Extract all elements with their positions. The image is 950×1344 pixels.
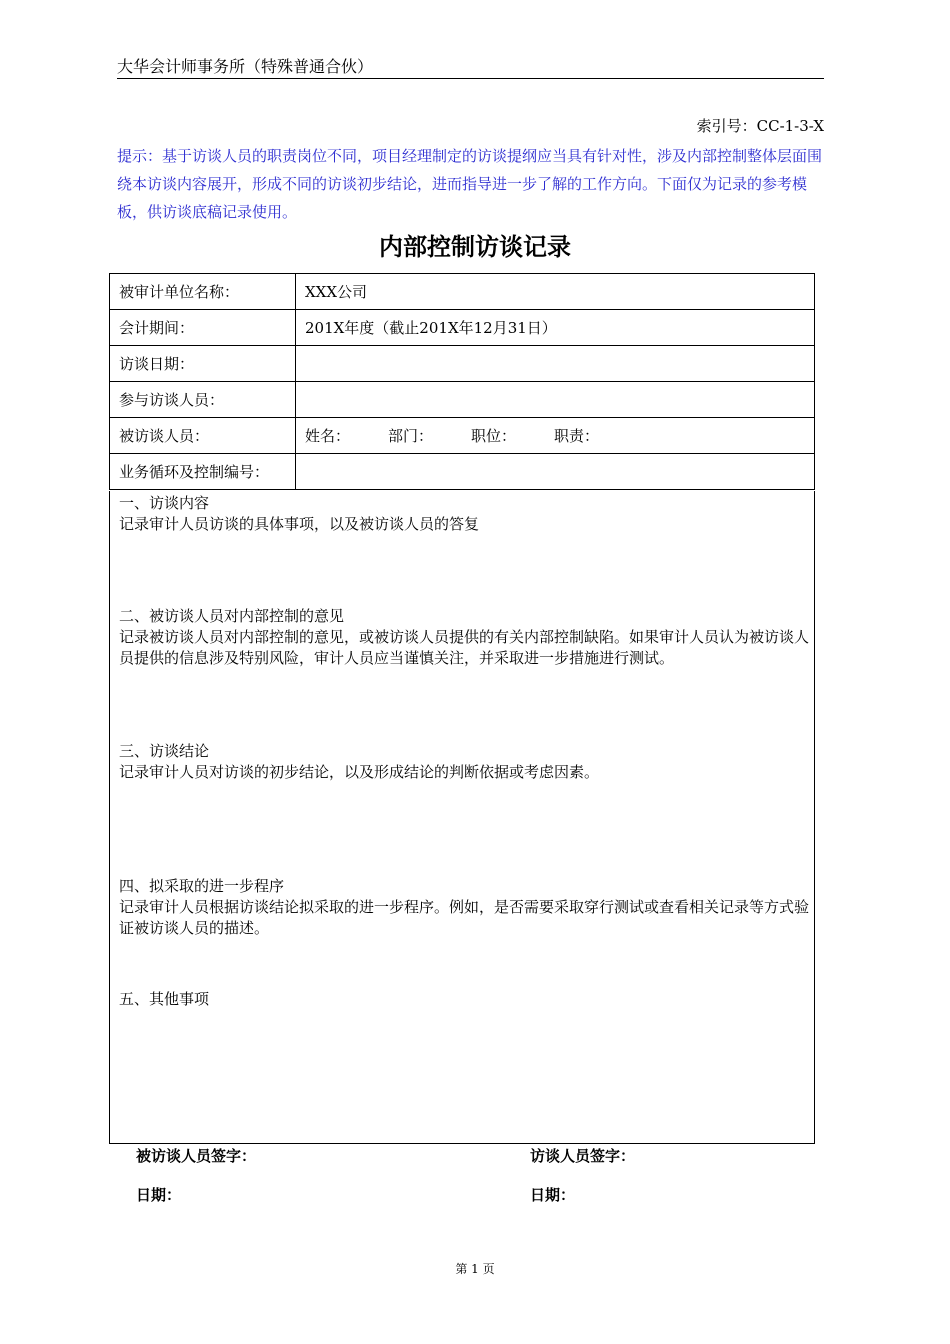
- info-row-business-cycle: [110, 454, 815, 490]
- info-label: 参与访谈人员：: [110, 382, 296, 418]
- info-value: 201X年度（截止201X年12月31日）: [296, 310, 815, 346]
- info-value: XXX公司: [296, 274, 815, 310]
- info-row-participants: [110, 382, 815, 418]
- section-interview-conclusion: [119, 741, 809, 783]
- document-title: 内部控制访谈记录: [379, 233, 571, 261]
- info-table: [109, 273, 815, 490]
- section-heading: 五、其他事项: [119, 990, 210, 1008]
- section-interviewee-opinion: [119, 606, 809, 669]
- section-heading: 四、拟采取的进一步程序: [119, 877, 285, 895]
- info-row-interview-date: [110, 346, 815, 382]
- info-label: 被访谈人员：: [110, 418, 296, 454]
- info-row-accounting-period: [110, 310, 815, 346]
- section-further-procedures: [119, 876, 809, 939]
- section-body: 记录审计人员对访谈的初步结论，以及形成结论的判断依据或考虑因素。: [119, 763, 600, 781]
- info-value: [296, 346, 815, 382]
- field-duty: 职责：: [554, 427, 600, 445]
- interviewee-date-label: 日期：: [136, 1186, 182, 1204]
- section-body: 记录审计人员根据访谈结论拟采取的进一步程序。例如，是否需要采取穿行测试或查看相关记录等方式验证被访谈人员的描述。: [119, 898, 810, 937]
- info-label: 被审计单位名称：: [110, 274, 296, 310]
- info-value: [296, 382, 815, 418]
- section-heading: 一、访谈内容: [119, 494, 210, 512]
- interviewee-signature-label: 被访谈人员签字：: [136, 1147, 257, 1165]
- interviewee-fields: [296, 418, 815, 454]
- info-value: [296, 454, 815, 490]
- page-number: 第 1 页: [455, 1262, 495, 1276]
- firm-header: [117, 56, 824, 79]
- interviewer-date-label: 日期：: [530, 1186, 576, 1204]
- firm-name: 大华会计师事务所（特殊普通合伙）: [117, 57, 374, 76]
- info-label: 访谈日期：: [110, 346, 296, 382]
- section-heading: 二、被访谈人员对内部控制的意见: [119, 607, 345, 625]
- section-interview-content: [119, 493, 809, 535]
- section-body: 记录被访谈人员对内部控制的意见，或被访谈人员提供的有关内部控制缺陷。如果审计人员认为被访谈人员提供的信息涉及特别风险，审计人员应当谨慎关注，并采取进一步措施进行测试。: [119, 628, 810, 667]
- index-number: 索引号：CC-1-3-X: [696, 117, 824, 135]
- section-other-matters: [119, 989, 809, 1010]
- section-heading: 三、访谈结论: [119, 742, 210, 760]
- hint-text: 提示：基于访谈人员的职责岗位不同，项目经理制定的访谈提纲应当具有针对性，涉及内部控制整体层面围绕本访谈内容展开，形成不同的访谈初步结论，进而指导进一步了解的工作方向。下面仅为记录的参考模板，供访谈底稿记录使用。: [117, 147, 823, 221]
- interviewer-signature-label: 访谈人员签字：: [530, 1147, 636, 1165]
- interview-content-box: [109, 491, 815, 1144]
- field-name: 姓名：: [305, 427, 351, 445]
- info-row-interviewee: [110, 418, 815, 454]
- field-position: 职位：: [471, 427, 517, 445]
- section-body: 记录审计人员访谈的具体事项，以及被访谈人员的答复: [119, 515, 480, 533]
- info-label: 业务循环及控制编号：: [110, 454, 296, 490]
- field-department: 部门：: [388, 427, 434, 445]
- info-label: 会计期间：: [110, 310, 296, 346]
- info-row-audited-entity: [110, 274, 815, 310]
